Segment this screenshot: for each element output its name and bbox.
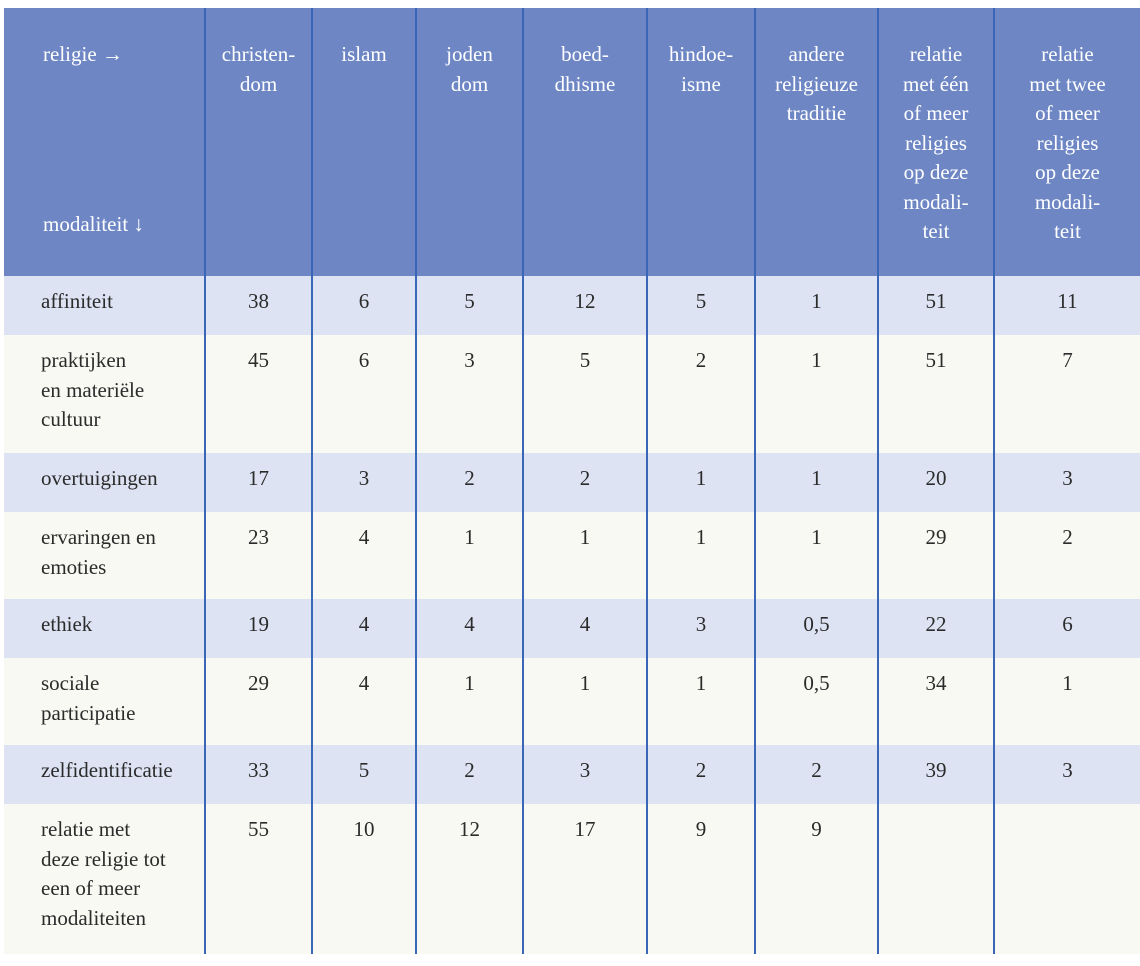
table-cell: 7: [994, 335, 1140, 453]
row-label: praktijken en materiële cultuur: [4, 335, 205, 453]
table-cell: 22: [878, 599, 994, 658]
table-cell: 0,5: [755, 658, 878, 745]
table-cell: 5: [647, 276, 755, 335]
table-cell: 9: [647, 804, 755, 954]
table-cell: 4: [312, 599, 416, 658]
table-row: [4, 335, 1140, 453]
table-cell: 4: [312, 512, 416, 599]
table-cell: 19: [205, 599, 312, 658]
table-cell: 6: [312, 335, 416, 453]
table-cell: 3: [312, 453, 416, 512]
table-cell: [878, 804, 994, 954]
table-cell: 6: [994, 599, 1140, 658]
row-label: zelfidentificatie: [4, 745, 205, 804]
table-cell: 55: [205, 804, 312, 954]
table-cell: 1: [647, 453, 755, 512]
religion-modality-table: [4, 8, 1140, 954]
table-cell: 17: [205, 453, 312, 512]
table-container: [4, 8, 1140, 954]
table-cell: 2: [523, 453, 647, 512]
table-row: [4, 804, 1140, 954]
table-cell: 1: [755, 335, 878, 453]
col-header-jodendom: joden dom: [416, 8, 523, 276]
table-cell: 3: [994, 745, 1140, 804]
table-cell: 3: [523, 745, 647, 804]
col-header-een-of-meer: relatie met één of meer religies op deze modali- teit: [878, 8, 994, 276]
row-label: relatie met deze religie tot een of meer modaliteiten: [4, 804, 205, 954]
table-cell: 1: [994, 658, 1140, 745]
table-cell: 1: [647, 658, 755, 745]
table-cell: 11: [994, 276, 1140, 335]
table-row: [4, 276, 1140, 335]
table-cell: 38: [205, 276, 312, 335]
table-row: [4, 658, 1140, 745]
table-cell: 2: [416, 745, 523, 804]
table-row: [4, 599, 1140, 658]
row-label: affiniteit: [4, 276, 205, 335]
table-cell: [994, 804, 1140, 954]
table-cell: 4: [312, 658, 416, 745]
row-label: sociale participatie: [4, 658, 205, 745]
table-row: [4, 453, 1140, 512]
table-cell: 5: [523, 335, 647, 453]
table-cell: 1: [755, 512, 878, 599]
table-cell: 2: [416, 453, 523, 512]
table-cell: 4: [523, 599, 647, 658]
table-cell: 2: [647, 745, 755, 804]
table-cell: 2: [647, 335, 755, 453]
table-cell: 3: [416, 335, 523, 453]
table-cell: 39: [878, 745, 994, 804]
table-cell: 34: [878, 658, 994, 745]
col-header-andere: andere religieuze traditie: [755, 8, 878, 276]
table-cell: 23: [205, 512, 312, 599]
table-cell: 1: [755, 453, 878, 512]
table-cell: 20: [878, 453, 994, 512]
table-cell: 9: [755, 804, 878, 954]
table-cell: 29: [205, 658, 312, 745]
table-cell: 1: [647, 512, 755, 599]
table-cell: 0,5: [755, 599, 878, 658]
header-row: [4, 8, 1140, 276]
table-cell: 1: [523, 658, 647, 745]
corner-modality-label: modaliteit ↓: [43, 212, 144, 236]
table-row: [4, 745, 1140, 804]
col-header-christendom: christen- dom: [205, 8, 312, 276]
table-cell: 33: [205, 745, 312, 804]
table-cell: 4: [416, 599, 523, 658]
table-cell: 5: [416, 276, 523, 335]
table-cell: 2: [755, 745, 878, 804]
table-cell: 10: [312, 804, 416, 954]
col-header-boeddhisme: boed- dhisme: [523, 8, 647, 276]
table-cell: 2: [994, 512, 1140, 599]
row-label: ethiek: [4, 599, 205, 658]
row-label: overtuigingen: [4, 453, 205, 512]
table-cell: 1: [523, 512, 647, 599]
table-cell: 1: [416, 512, 523, 599]
table-cell: 12: [523, 276, 647, 335]
corner-header: [4, 8, 205, 276]
table-cell: 1: [755, 276, 878, 335]
col-header-hindoeisme: hindoe- isme: [647, 8, 755, 276]
table-cell: 1: [416, 658, 523, 745]
table-cell: 3: [994, 453, 1140, 512]
table-cell: 51: [878, 276, 994, 335]
table-cell: 6: [312, 276, 416, 335]
table-cell: 29: [878, 512, 994, 599]
col-header-twee-of-meer: relatie met twee of meer religies op deze modali- teit: [994, 8, 1140, 276]
row-label: ervaringen en emoties: [4, 512, 205, 599]
table-cell: 17: [523, 804, 647, 954]
table-cell: 12: [416, 804, 523, 954]
table-row: [4, 512, 1140, 599]
col-header-islam: islam: [312, 8, 416, 276]
table-cell: 5: [312, 745, 416, 804]
table-cell: 3: [647, 599, 755, 658]
corner-religion-label: religie →: [43, 42, 123, 66]
table-cell: 45: [205, 335, 312, 453]
table-cell: 51: [878, 335, 994, 453]
